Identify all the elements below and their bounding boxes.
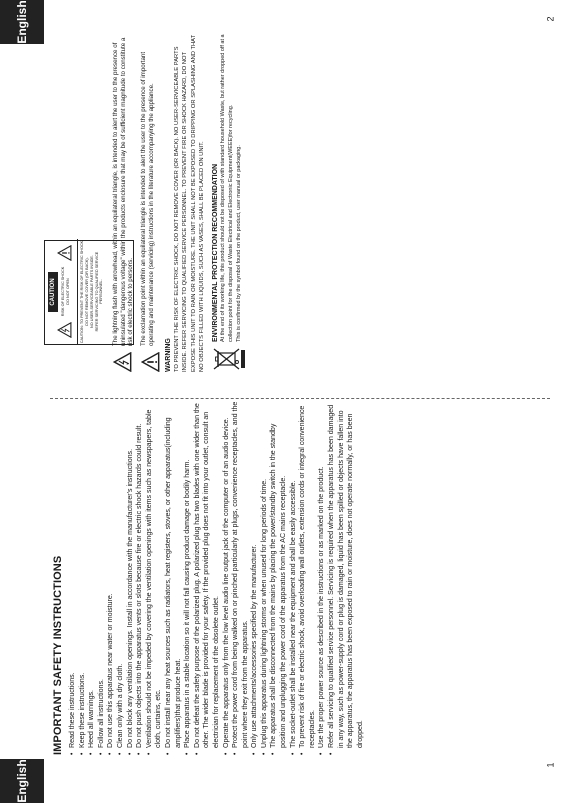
label-text: DO NOT OPEN (66, 278, 70, 305)
list-item: • Do not use this apparatus near water or moisture. (106, 400, 116, 755)
list-item: • Read these instructions. (68, 400, 78, 755)
lightning-triangle-icon (113, 352, 132, 372)
list-item: • Only use attachments/accessories specified by the manufacturer. (250, 400, 260, 755)
label-text: RISK OF ELECTRIC SHOCK (61, 266, 65, 317)
caution-banner: CAUTION (48, 272, 58, 312)
list-item: • To prevent risk of fire or electric shock, avoid overloading wall outlets, extension cords or integral convenience receptacles. (298, 400, 317, 755)
lightning-explanation (112, 27, 135, 372)
list-item: • Keep these instructions. (78, 400, 88, 755)
list-item: • Do not push objects into the apparatus vents or slots because fire or electric shock hazards could result. (135, 400, 145, 755)
list-item: • Use the proper power source as described in the instructions or as marked on the product. (317, 400, 327, 755)
label-text: DO NOT REMOVE COVER (OR BACK). (85, 257, 89, 326)
exclamation-explanation (140, 27, 160, 372)
label-text: REFER SERVICING TO QUALIFIED SERVICE PERSONNEL. (95, 251, 104, 332)
fold-line (50, 398, 550, 399)
environment-title: ENVIRONMENTAL PROTECTION RECOMMENDATION (212, 163, 220, 342)
exclamation-triangle-icon (141, 352, 160, 372)
list-item: • The socket-outlet shall be installed near the equipment and shall be easily accessible. (289, 400, 299, 755)
list-item: • Refer all servicing to qualified service personnel. Servicing is required when the apparatus has been damaged in any way, such as power-supply cord or plug is damaged, liquid has been spilled or objects have fallen into the apparatus, the apparatus has been exposed to rain or moisture, does not operate normally, or has been dropped. (327, 400, 365, 755)
list-item: • Ventilation should not be impeded by covering the ventilation openings with items such as newspapers, table cloth, curtains, etc. (145, 400, 164, 755)
list-item: • Follow all instructions. (97, 400, 107, 755)
safety-title: IMPORTANT SAFETY INSTRUCTIONS (52, 555, 64, 755)
lightning-text: The lightning flash with arrowhead, within an equilateral triangle, is intended to alert the user to the presence of uninsulated "dangerous voltage" within the products enclosure that may be of sufficient magnitude to constitute a risk of electric shock to persons. (112, 37, 135, 346)
environment-note: This is confirmed by the symbol found on the product, user manual or packaging. (236, 145, 243, 342)
warning-text: TO PREVENT THE RISK OF ELECTRIC SHOCK, DO NOT REMOVE COVER (OR BACK). NO USER-SERVICEABLE PARTS INSIDE. REFER SERVICING TO QUALIFIED SERVICE PERSONNEL. TO PREVENT FIRE OR SHOCK HAZARD, DO NOT EXPOSE THIS UNIT TO RAIN OR MOISTURE. THE UNIT SHALL NOT BE EXPOSED TO DRIPPING OR SPLASHING AND THAT NO OBJECTS FILLED WITH LIQUIDS, SUCH AS VASES, SHALL BE PLACED ON UNIT. (174, 34, 205, 372)
language-tab-bottom (0, 759, 44, 803)
list-item: • Heed all warnings. (87, 400, 97, 755)
list-item: • Place apparatus in a stable location so it will not fall causing product damage or bodily harm. (183, 400, 193, 755)
list-item: • Protect the power cord from being walked on or pinched particularly at plugs, convenience receptacles, and the point where they exit from the apparatus. (231, 400, 250, 755)
safety-instructions-panel (52, 400, 547, 755)
warnings-panel (112, 27, 337, 372)
list-item: • Do not block any ventilation openings. Install in accordance with the manufacturer's instructions. (126, 400, 136, 755)
crossed-bin-icon (212, 346, 246, 372)
list-item: • Do not install near any heat sources such as radiators, heat registers, stoves, or other apparatus(including amplifiers)that produce heat. (164, 400, 183, 755)
list-item: • Clean only with a dry cloth. (116, 400, 126, 755)
environment-section (212, 27, 246, 372)
page-number-1: 1 (545, 762, 556, 768)
list-item: • The apparatus shall be disconnected from the mains by placing the power/standby switch in the standby position and unplugging the power cord of the apparatus from the AC mains receptacle. (269, 400, 288, 755)
page-number-2: 2 (545, 16, 556, 22)
label-text: NO USER-SERVICEABLE PARTS INSIDE. (90, 255, 94, 329)
language-tab-label: English (15, 0, 29, 44)
exclamation-text: The exclamation point within an equilateral triangle is intended to alert the user to the presence of important operating and maintenance (servicing) instructions in the literature accompanying the appliance. (140, 51, 155, 346)
warning-title: WARNING (165, 338, 173, 372)
list-item: • Unplug this apparatus during lightning storms or when unused for long periods of time. (260, 400, 270, 755)
language-tab-label: English (15, 759, 29, 803)
list-item: • Operate the apparatus only from the low level audio line output jack of the computer or of an audio device. (222, 400, 232, 755)
label-text: CAUTION: TO PREVENT THE RISK OF ELECTRIC SHOCK, (77, 239, 84, 344)
safety-list (68, 400, 365, 755)
language-tab-top (0, 0, 44, 44)
environment-text: At the end of its working life, this product should not be disposed of with standard household Waste, but rather dropped off at a collection point for the disposal of Waste Electrical and Electronic Equipment(WEEE)for recycling. (220, 34, 235, 342)
list-item: • Do not defeat the safety purpose of the polarized plug. A polarized plug has two blades with one wider than the other. The wider blade is provided for your safety. If the provided plug does not fit into your outlet, consult an electrician for replacement of the obsolete outlet. (193, 400, 222, 755)
